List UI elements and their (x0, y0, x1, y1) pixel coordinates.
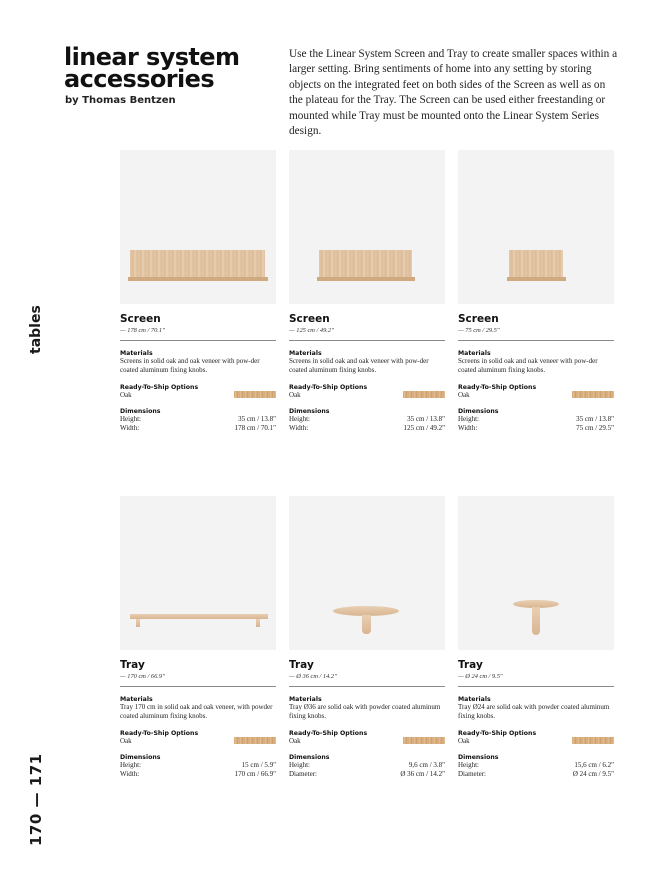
option-row (120, 737, 276, 746)
product-card-tray-170 (120, 496, 276, 779)
divider (120, 686, 276, 687)
dimension-row (289, 424, 445, 433)
dimension-row (458, 761, 614, 770)
dimension-label: Height: (458, 761, 479, 770)
option-row (289, 737, 445, 746)
oak-swatch (572, 737, 614, 744)
options-heading: Ready-To-Ship Options (120, 383, 199, 391)
dimension-value: 15 cm / 5.9" (241, 761, 276, 770)
dimension-value: 35 cm / 13.8" (238, 415, 276, 424)
product-image-tray-36 (289, 496, 445, 650)
product-size: — 75 cm / 29.5" (458, 327, 500, 334)
product-image-screen-75 (458, 150, 614, 304)
dimension-label: Height: (289, 415, 310, 424)
dimension-label: Height: (120, 761, 141, 770)
materials-heading: Materials (120, 696, 153, 703)
divider (289, 340, 445, 341)
options-heading: Ready-To-Ship Options (289, 383, 368, 391)
materials-text: Screens in solid oak and oak veneer with pow-der coated aluminum fixing knobs. (120, 357, 260, 374)
dimension-value: Ø 36 cm / 14.2" (400, 770, 445, 779)
dimensions-heading: Dimensions (289, 408, 330, 416)
option-name: Oak (289, 390, 301, 399)
oak-swatch (234, 737, 276, 744)
option-name: Oak (120, 390, 132, 399)
product-size: — Ø 36 cm / 14.2" (289, 673, 337, 680)
product-image-tray-24 (458, 496, 614, 650)
product-card-tray-24 (458, 496, 614, 779)
product-image-screen-125 (289, 150, 445, 304)
page-title: linear system accessories (64, 43, 240, 93)
product-image-screen-178 (120, 150, 276, 304)
dimension-row (120, 424, 276, 433)
materials-heading: Materials (120, 350, 153, 357)
option-row (120, 391, 276, 400)
dimension-value: 9,6 cm / 3.8" (408, 761, 445, 770)
dimension-label: Width: (289, 424, 309, 433)
materials-text: Tray 170 cm in solid oak and oak veneer, with powder coated aluminum fixing knobs. (120, 703, 273, 720)
materials-heading: Materials (289, 696, 322, 703)
option-name: Oak (120, 736, 132, 745)
materials-text: Tray Ø24 are solid oak with powder coated aluminum fixing knobs. (458, 703, 610, 720)
options-heading: Ready-To-Ship Options (458, 729, 537, 737)
product-card-screen-178 (120, 150, 276, 433)
materials-text: Screens in solid oak and oak veneer with pow-der coated aluminum fixing knobs. (289, 357, 429, 374)
oak-swatch (403, 737, 445, 744)
dimensions-heading: Dimensions (120, 408, 161, 416)
dimension-label: Diameter: (458, 770, 486, 779)
dimension-row (458, 424, 614, 433)
dimensions-heading: Dimensions (458, 408, 499, 416)
product-card-screen-75 (458, 150, 614, 433)
designer-byline: by Thomas Bentzen (65, 95, 176, 106)
product-image-tray-170 (120, 496, 276, 650)
materials-heading: Materials (458, 350, 491, 357)
dimension-value: 75 cm / 29.5" (576, 424, 614, 433)
product-name: Tray (120, 659, 145, 671)
dimension-row (120, 770, 276, 779)
dimension-label: Diameter: (289, 770, 317, 779)
dimension-label: Width: (120, 424, 140, 433)
divider (458, 686, 614, 687)
oak-swatch (572, 391, 614, 398)
product-name: Tray (458, 659, 483, 671)
intro-paragraph: Use the Linear System Screen and Tray to create smaller spaces within a larger setting. Bring sentiments of home into any setting by storing objects on the integrated feet on both sides of the Screen as well as on the plateau for the Tray. The Screen can be used either freestanding or mounted while Tray must be mounted onto the Linear System Series design. (289, 48, 618, 138)
materials-text: Tray Ø36 are solid oak with powder coated aluminum fixing knobs. (289, 703, 441, 720)
divider (120, 340, 276, 341)
option-name: Oak (458, 390, 470, 399)
dimension-row (120, 761, 276, 770)
page-numbers: 170 — 171 (27, 753, 45, 847)
option-row (458, 391, 614, 400)
dimension-value: 170 cm / 66.9" (234, 770, 276, 779)
materials-heading: Materials (289, 350, 322, 357)
dimension-row (289, 761, 445, 770)
dimensions-heading: Dimensions (458, 754, 499, 762)
dimension-label: Height: (289, 761, 310, 770)
product-card-tray-36 (289, 496, 445, 779)
dimension-label: Height: (458, 415, 479, 424)
dimension-value: 15,6 cm / 6.2" (574, 761, 614, 770)
product-name: Tray (289, 659, 314, 671)
dimension-row (289, 770, 445, 779)
option-name: Oak (289, 736, 301, 745)
options-heading: Ready-To-Ship Options (458, 383, 537, 391)
dimension-label: Height: (120, 415, 141, 424)
oak-swatch (403, 391, 445, 398)
product-size: — 178 cm / 70.1" (120, 327, 165, 334)
materials-heading: Materials (458, 696, 491, 703)
product-name: Screen (120, 313, 161, 325)
options-heading: Ready-To-Ship Options (289, 729, 368, 737)
option-row (289, 391, 445, 400)
product-name: Screen (289, 313, 330, 325)
dimension-label: Width: (120, 770, 140, 779)
product-name: Screen (458, 313, 499, 325)
dimensions-heading: Dimensions (289, 754, 330, 762)
option-name: Oak (458, 736, 470, 745)
dimension-value: 35 cm / 13.8" (576, 415, 614, 424)
product-size: — Ø 24 cm / 9.5" (458, 673, 503, 680)
dimension-row (289, 415, 445, 424)
dimensions-heading: Dimensions (120, 754, 161, 762)
dimension-label: Width: (458, 424, 478, 433)
divider (458, 340, 614, 341)
dimension-value: Ø 24 cm / 9.5" (572, 770, 614, 779)
options-heading: Ready-To-Ship Options (120, 729, 199, 737)
materials-text: Screens in solid oak and oak veneer with pow-der coated aluminum fixing knobs. (458, 357, 598, 374)
dimension-value: 178 cm / 70.1" (234, 424, 276, 433)
dimension-value: 35 cm / 13.8" (407, 415, 445, 424)
dimension-row (458, 770, 614, 779)
option-row (458, 737, 614, 746)
divider (289, 686, 445, 687)
product-card-screen-125 (289, 150, 445, 433)
product-size: — 125 cm / 49.2" (289, 327, 334, 334)
dimension-value: 125 cm / 49.2" (403, 424, 445, 433)
product-size: — 170 cm / 66.9" (120, 673, 165, 680)
section-label: tables (28, 305, 44, 355)
dimension-row (120, 415, 276, 424)
dimension-row (458, 415, 614, 424)
oak-swatch (234, 391, 276, 398)
